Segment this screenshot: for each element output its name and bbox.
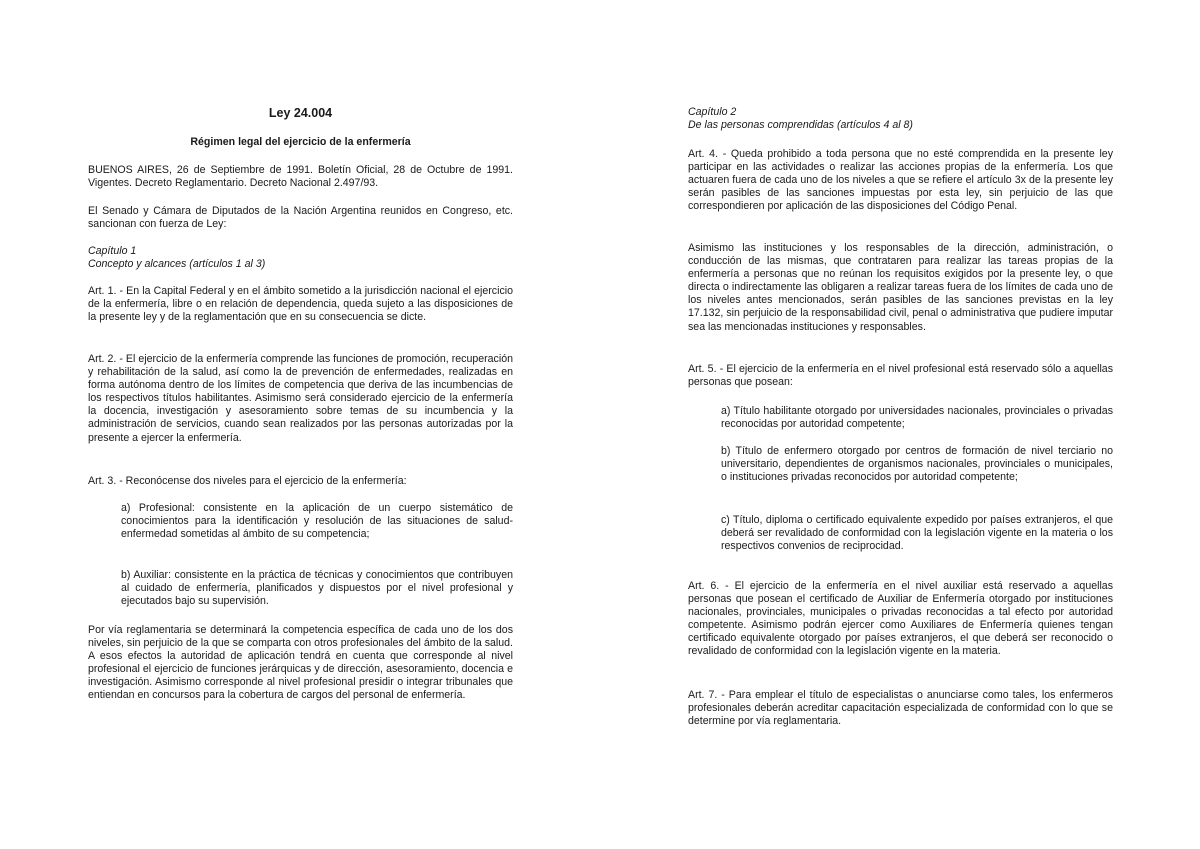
article-1: Art. 1. - En la Capital Federal y en el ámbito sometido a la jurisdicción nacional el ejercicio de la enfermería, libre o en relación de dependencia, queda sujeto a las disposiciones de la presente ley y de la reglamentación que en su consecuencia se dicte. (88, 285, 513, 324)
article-4: Art. 4. - Queda prohibido a toda persona que no esté comprendida en la presente ley participar en las actividades o realizar las acciones propias de la enfermería. Los que actuaren fuera de cada uno de los niveles a que se refiere el artículo 3x de la presente ley serán pasibles de las sanciones impuestas por esta ley, sin perjuicio de las que correspondieren por aplicación de las disposiciones del Código Penal. (688, 148, 1113, 213)
chapter-1-subtitle: Concepto y alcances (artículos 1 al 3) (88, 258, 266, 270)
chapter-1-title: Capítulo 1 (88, 245, 137, 257)
article-5: Art. 5. - El ejercicio de la enfermería en el nivel profesional está reservado sólo a aquellas personas que posean: (688, 363, 1113, 389)
article-6: Art. 6. - El ejercicio de la enfermería en el nivel auxiliar está reservado a aquellas personas que posean el certificado de Auxiliar de Enfermería otorgado por instituciones nacionales, provinciales, municipales o privadas reconocidas a tal efecto por autoridad competente. Asimismo podrán ejercer como Auxiliares de Enfermería quienes tengan certificado equivalente otorgado por países extranjeros, el que deberá ser reconocido o revalidado de conformidad con la legislación vigente en la materia. (688, 580, 1113, 658)
article-3-closing: Por vía reglamentaria se determinará la competencia específica de cada uno de los dos niveles, sin perjuicio de la que se comparta con otros profesionales del ámbito de la salud. A esos efectos la autoridad de aplicación tendrá en cuenta que corresponde al nivel profesional el ejercicio de funciones jerárquicas y de dirección, asesoramiento, docencia e investigación. Asimismo corresponde al nivel profesional presidir o integrar tribunales que entiendan en concursos para la cobertura de cargos del personal de enfermería. (88, 624, 513, 702)
article-5-item-b: b) Título de enfermero otorgado por centros de formación de nivel terciario no universitario, dependientes de organismos nacionales, provinciales o municipales, o instituciones privadas reconocidos por autoridad competente; (721, 445, 1113, 484)
intro-paragraph: BUENOS AIRES, 26 de Septiembre de 1991. Boletín Oficial, 28 de Octubre de 1991. Vigentes. Decreto Reglamentario. Decreto Nacional 2.497/93. (88, 164, 513, 190)
article-2: Art. 2. - El ejercicio de la enfermería comprende las funciones de promoción, recuperación y rehabilitación de la salud, así como la de prevención de enfermedades, realizadas en forma autónoma dentro de los límites de competencia que deriva de las incumbencias de los respectivos títulos habilitantes. Asimismo será considerado ejercicio de la enfermería la docencia, investigación y asesoramiento sobre temas de su incumbencia y la administración de servicios, cuando sean realizados por las personas autorizadas por la presente a ejercer la enfermería. (88, 353, 513, 444)
page-title: Ley 24.004 (268, 106, 333, 120)
article-7: Art. 7. - Para emplear el título de especialistas o anunciarse como tales, los enfermeros profesionales deberán acreditar capacitación especializada de conformidad con lo que se determine por vía reglamentaria. (688, 689, 1113, 728)
article-3-item-b: b) Auxiliar: consistente en la práctica de técnicas y conocimientos que contribuyen al cuidado de enfermería, planificados y dispuestos por el nivel profesional y ejecutados bajo su supervisión. (121, 569, 513, 608)
chapter-2-title: Capítulo 2 (688, 106, 737, 118)
page-subtitle: Régimen legal del ejercicio de la enfermería (190, 136, 411, 148)
article-3: Art. 3. - Reconócense dos niveles para el ejercicio de la enfermería: (88, 475, 407, 487)
enactment-paragraph: El Senado y Cámara de Diputados de la Nación Argentina reunidos en Congreso, etc. sancionan con fuerza de Ley: (88, 205, 513, 231)
article-5-item-c: c) Título, diploma o certificado equivalente expedido por países extranjeros, el que deberá ser revalidado de conformidad con la legislación vigente en la materia o los respectivos convenios de reciprocidad. (721, 514, 1113, 553)
chapter-2-subtitle: De las personas comprendidas (artículos 4 al 8) (688, 119, 913, 131)
article-3-item-a: a) Profesional: consistente en la aplicación de un cuerpo sistemático de conocimientos para la identificación y resolución de las situaciones de salud-enfermedad sometidas al ámbito de su competencia; (121, 502, 513, 541)
article-4-continued: Asimismo las instituciones y los responsables de la dirección, administración, o conducción de las mismas, que contrataren para realizar las tareas propias de la enfermería a personas que no reúnan los requisitos exigidos por la presente ley, o que directa o indirectamente las obligaren a realizar tareas fuera de los límites de cada uno de los niveles antes mencionados, serán pasibles de las sanciones previstas en la ley 17.132, sin perjuicio de la responsabilidad civil, penal o administrativa que pudiere imputar sea las mencionadas instituciones y responsables. (688, 242, 1113, 333)
article-5-item-a: a) Título habilitante otorgado por universidades nacionales, provinciales o privadas reconocidas por autoridad competente; (721, 405, 1113, 431)
